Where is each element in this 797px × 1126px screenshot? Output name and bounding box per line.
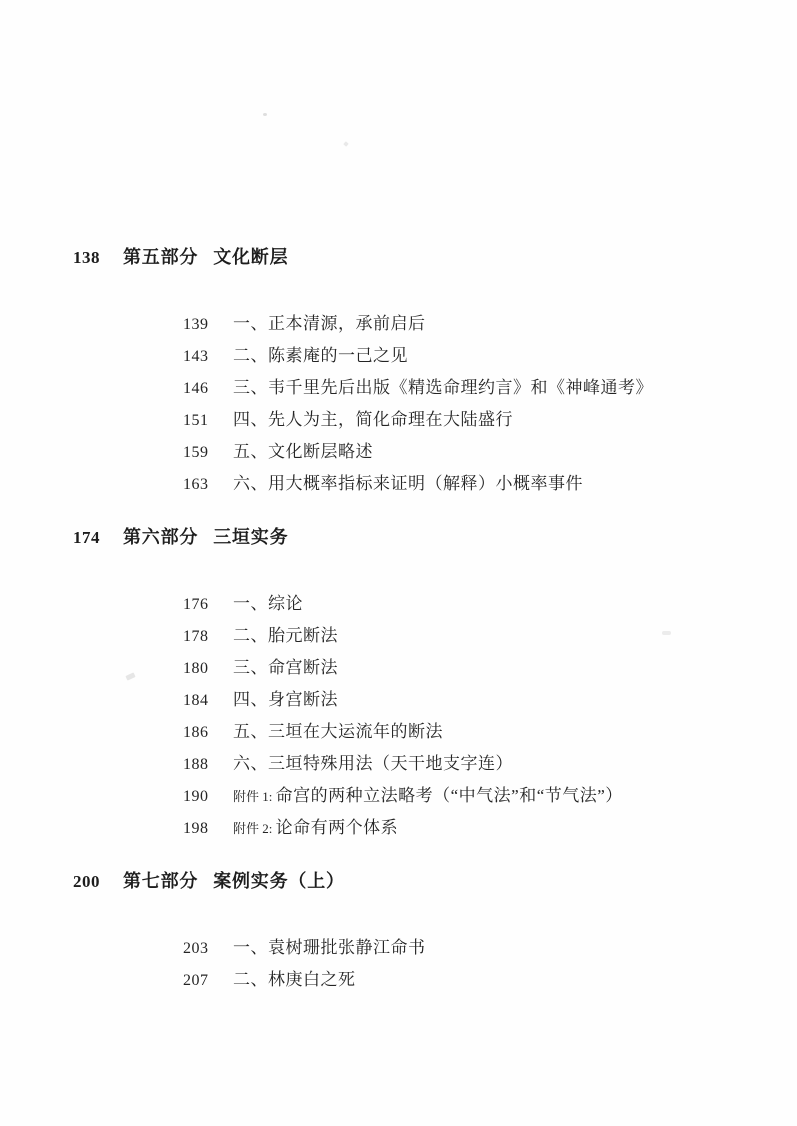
entry-title: 四、身宫断法	[233, 690, 338, 709]
entry-page-number: 188	[183, 756, 209, 773]
section-title: 案例实务（上）	[213, 871, 345, 891]
section-page-number: 138	[73, 248, 100, 267]
entry-title: 六、用大概率指标来证明（解释）小概率事件	[233, 474, 583, 493]
toc-entry	[73, 716, 733, 748]
entry-page-number: 151	[183, 412, 209, 429]
entry-title: 五、三垣在大运流年的断法	[233, 722, 443, 741]
scan-speck	[263, 113, 267, 116]
entry-title: 四、先人为主，简化命理在大陆盛行	[233, 410, 513, 429]
entry-title: 二、林庚白之死	[233, 970, 356, 989]
entry-page-number: 198	[183, 820, 209, 837]
entry-page-number: 159	[183, 444, 209, 461]
entry-title	[233, 812, 398, 845]
entry-page-number: 139	[183, 316, 209, 333]
section-header	[73, 246, 733, 268]
attachment-label: 附件 2:	[233, 821, 276, 836]
table-of-contents	[73, 246, 733, 1022]
toc-section	[73, 870, 733, 996]
entry-page-number: 184	[183, 692, 209, 709]
entry-title: 五、文化断层略述	[233, 442, 373, 461]
toc-section	[73, 246, 733, 500]
scan-speck	[662, 631, 671, 635]
toc-entry	[73, 932, 733, 964]
entry-title: 一、袁树珊批张静江命书	[233, 938, 426, 957]
toc-entry	[73, 684, 733, 716]
entry-title: 一、综论	[233, 594, 303, 613]
toc-entry	[73, 652, 733, 684]
entry-page-number: 163	[183, 476, 209, 493]
entry-title: 三、韦千里先后出版《精选命理约言》和《神峰通考》	[233, 378, 653, 397]
section-label: 第七部分	[123, 871, 199, 891]
entry-page-number: 143	[183, 348, 209, 365]
section-page-number: 200	[73, 872, 100, 891]
section-label: 第五部分	[123, 247, 199, 267]
toc-entry	[73, 436, 733, 468]
section-title: 文化断层	[213, 247, 289, 267]
section-header	[73, 870, 733, 892]
section-label: 第六部分	[123, 527, 199, 547]
toc-entry	[73, 964, 733, 996]
section-header	[73, 526, 733, 548]
toc-entry	[73, 780, 733, 812]
entry-page-number: 146	[183, 380, 209, 397]
entry-title	[233, 780, 623, 813]
entry-title-text: 命宫的两种立法略考（“中气法”和“节气法”）	[275, 786, 623, 805]
entry-page-number: 203	[183, 940, 209, 957]
entry-title: 二、陈素庵的一己之见	[233, 346, 408, 365]
entry-title: 六、三垣特殊用法（天干地支字连）	[233, 754, 513, 773]
entry-title: 一、正本清源，承前启后	[233, 314, 426, 333]
toc-entry	[73, 620, 733, 652]
scan-speck	[343, 141, 349, 147]
toc-entry	[73, 308, 733, 340]
entry-title: 三、命宫断法	[233, 658, 338, 677]
toc-entry	[73, 404, 733, 436]
attachment-label: 附件 1:	[233, 789, 276, 804]
toc-entry	[73, 468, 733, 500]
toc-entry	[73, 812, 733, 844]
toc-entry	[73, 372, 733, 404]
section-title: 三垣实务	[213, 527, 289, 547]
entry-page-number: 178	[183, 628, 209, 645]
toc-entry	[73, 340, 733, 372]
entry-page-number: 180	[183, 660, 209, 677]
toc-section	[73, 526, 733, 844]
toc-entry	[73, 748, 733, 780]
section-page-number: 174	[73, 528, 100, 547]
entry-title: 二、胎元断法	[233, 626, 338, 645]
entry-title-text: 论命有两个体系	[275, 818, 399, 837]
entry-page-number: 186	[183, 724, 209, 741]
entry-page-number: 176	[183, 596, 209, 613]
entry-page-number: 207	[183, 972, 209, 989]
toc-entry	[73, 588, 733, 620]
entry-page-number: 190	[183, 788, 209, 805]
